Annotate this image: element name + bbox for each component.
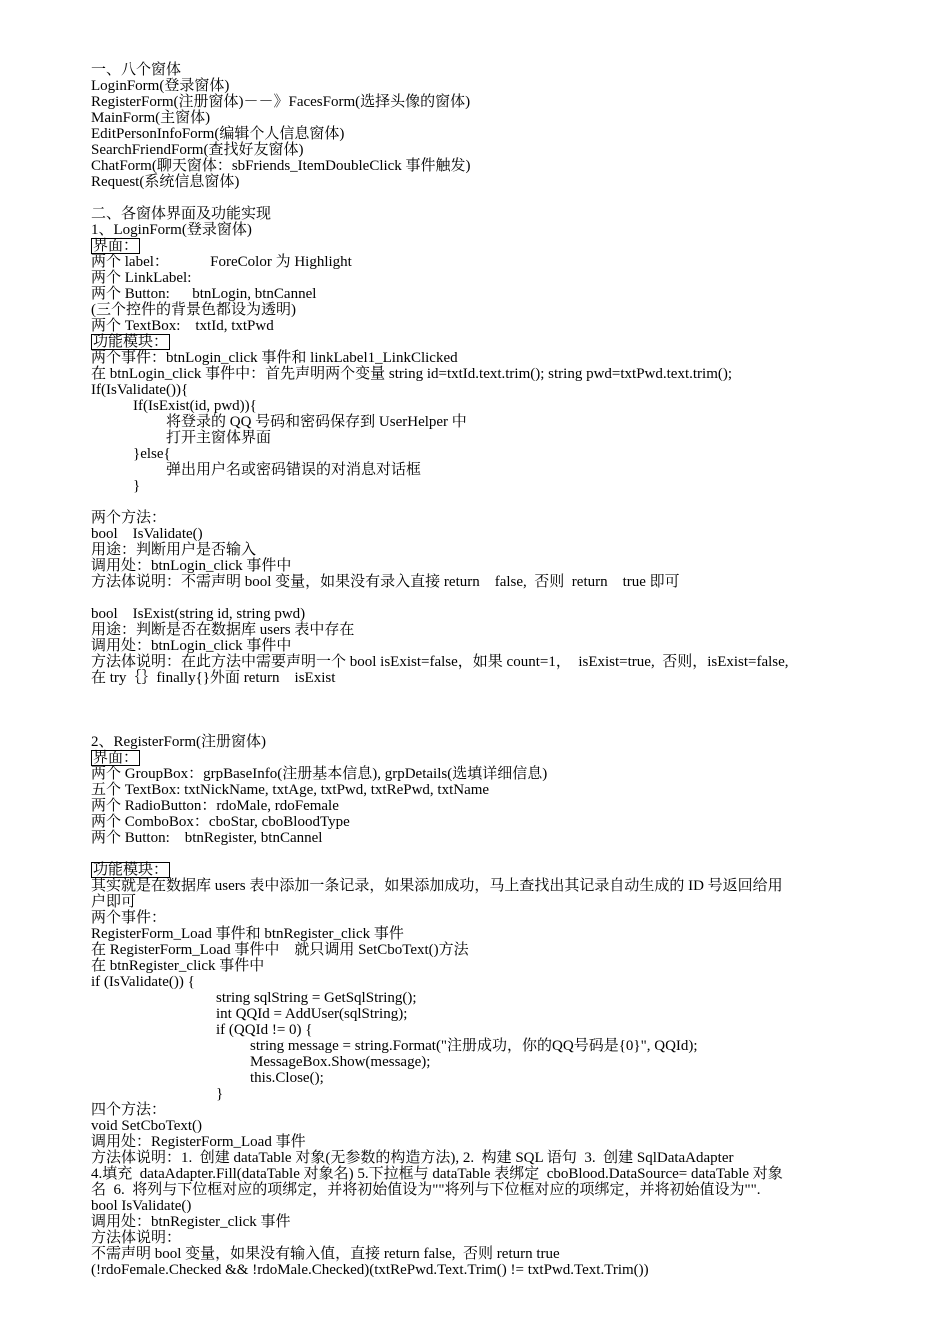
register-method-line: 四个方法： — [91, 1102, 167, 1118]
register-func-line: 其实就是在数据库 users 表中添加一条记录，如果添加成功，马上查找出其记录自动生成的 ID 号返回给用 — [91, 878, 783, 894]
form-list-item: LoginForm(登录窗体) — [91, 78, 230, 94]
method-line: 在 try｛｝finally{}外面 return isExist — [91, 670, 336, 686]
register-ui-line: 两个 ComboBox：cboStar, cboBloodType — [91, 814, 350, 830]
login-ui-line: 两个 Button: btnLogin, btnCannel — [91, 286, 317, 302]
register-func-line: 在 btnRegister_click 事件中 — [91, 958, 265, 974]
code-line: if (IsValidate()) { — [91, 974, 195, 990]
blank-line — [91, 494, 871, 510]
method-line: 用途：判断用户是否输入 — [91, 542, 257, 558]
register-ui-label: 界面： — [93, 750, 139, 766]
register-method-line: (!rdoFemale.Checked && !rdoMale.Checked)(txtRePwd.Text.Trim() != txtPwd.Text.Trim()) — [91, 1262, 649, 1278]
blank-line — [91, 590, 871, 606]
register-func-label: 功能模块： — [93, 862, 169, 878]
register-func-line: 户即可 — [91, 894, 137, 910]
register-heading: 2、RegisterForm(注册窗体) — [91, 734, 266, 750]
code-line: If(IsValidate()){ — [91, 382, 189, 398]
code-line: int QQId = AddUser(sqlString); — [216, 1006, 408, 1022]
method-line: 调用处：btnLogin_click 事件中 — [91, 558, 292, 574]
register-method-line: 不需声明 bool 变量，如果没有输入值，直接 return false, 否则 return true — [91, 1246, 560, 1262]
register-method-line: 方法体说明：1. 创建 dataTable 对象(无参数的构造方法), 2. 构建 SQL 语句 3. 创建 SqlDataAdapter — [91, 1150, 734, 1166]
method-line: 调用处：btnLogin_click 事件中 — [91, 638, 292, 654]
code-line: string sqlString = GetSqlString(); — [216, 990, 417, 1006]
code-line: } — [133, 478, 141, 494]
code-line: If(IsExist(id, pwd)){ — [133, 398, 257, 414]
blank-space — [91, 686, 871, 734]
code-line: 弹出用户名或密码错误的对消息对话框 — [166, 462, 422, 478]
register-method-line: 调用处：btnRegister_click 事件 — [91, 1214, 291, 1230]
form-list-item: ChatForm(聊天窗体：sbFriends_ItemDoubleClick 事件触发) — [91, 158, 471, 174]
form-list-item: EditPersonInfoForm(编辑个人信息窗体) — [91, 126, 345, 142]
section2-title: 二、各窗体界面及功能实现 — [91, 206, 272, 222]
method-line: bool IsExist(string id, string pwd) — [91, 606, 306, 622]
method-line: 方法体说明：不需声明 bool 变量，如果没有录入直接 return false, 否则 return true 即可 — [91, 574, 680, 590]
login-events: 两个事件：btnLogin_click 事件和 linkLabel1_LinkClicked — [91, 350, 458, 366]
register-ui-line: 两个 Button: btnRegister, btnCannel — [91, 830, 323, 846]
code-line: MessageBox.Show(message); — [250, 1054, 431, 1070]
method-line: 方法体说明：在此方法中需要声明一个 bool isExist=false，如果 count=1， isExist=true, 否则，isExist=false, — [91, 654, 789, 670]
code-line: string message = string.Format("注册成功，你的QQ号码是{0}", QQId); — [250, 1038, 698, 1054]
method-line: 用途：判断是否在数据库 users 表中存在 — [91, 622, 355, 638]
register-method-line: 方法体说明： — [91, 1230, 182, 1246]
form-list-item: Request(系统信息窗体) — [91, 174, 240, 190]
register-method-line: void SetCboText() — [91, 1118, 203, 1134]
login-ui-line: 两个 LinkLabel: — [91, 270, 192, 286]
register-method-line: 4.填充 dataAdapter.Fill(dataTable 对象名) 5.下拉框与 dataTable 表绑定 cboBlood.DataSource= dataTable 对象 — [91, 1166, 783, 1182]
login-event-desc: 在 btnLogin_click 事件中：首先声明两个变量 string id=txtId.text.trim(); string pwd=txtPwd.text.trim(); — [91, 366, 733, 382]
register-func-line: RegisterForm_Load 事件和 btnRegister_click 事件 — [91, 926, 404, 942]
document-page — [91, 62, 871, 1278]
login-methods-title: 两个方法： — [91, 510, 167, 526]
form-list-item: MainForm(主窗体) — [91, 110, 211, 126]
form-list-item: RegisterForm(注册窗体)－－》FacesForm(选择头像的窗体) — [91, 94, 471, 110]
register-method-line: 名 6. 将列与下位框对应的项绑定，并将初始值设为""将列与下位框对应的项绑定，并将初始值设为"". — [91, 1182, 761, 1198]
login-ui-label: 界面： — [93, 238, 139, 254]
login-ui-line: 两个 TextBox: txtId, txtPwd — [91, 318, 274, 334]
code-line: if (QQId != 0) { — [216, 1022, 313, 1038]
code-line: this.Close(); — [250, 1070, 324, 1086]
method-line: bool IsValidate() — [91, 526, 203, 542]
section1-title: 一、八个窗体 — [91, 62, 182, 78]
register-ui-line: 两个 GroupBox：grpBaseInfo(注册基本信息), grpDetails(选填详细信息) — [91, 766, 548, 782]
register-func-line: 两个事件： — [91, 910, 167, 926]
blank-line — [91, 190, 871, 206]
register-func-line: 在 RegisterForm_Load 事件中 就只调用 SetCboText()方法 — [91, 942, 469, 958]
form-list-item: SearchFriendForm(查找好友窗体) — [91, 142, 304, 158]
code-line: }else{ — [133, 446, 171, 462]
code-line: 打开主窗体界面 — [166, 430, 272, 446]
register-method-line: bool IsValidate() — [91, 1198, 192, 1214]
login-ui-line: (三个控件的背景色都设为透明) — [91, 302, 296, 318]
register-ui-line: 两个 RadioButton：rdoMale, rdoFemale — [91, 798, 339, 814]
register-ui-line: 五个 TextBox: txtNickName, txtAge, txtPwd, txtRePwd, txtName — [91, 782, 490, 798]
blank-line — [91, 846, 871, 862]
register-method-line: 调用处：RegisterForm_Load 事件 — [91, 1134, 306, 1150]
login-heading: 1、LoginForm(登录窗体) — [91, 222, 252, 238]
code-line: 将登录的 QQ 号码和密码保存到 UserHelper 中 — [166, 414, 467, 430]
login-func-label: 功能模块： — [93, 334, 169, 350]
code-line: } — [216, 1086, 224, 1102]
login-ui-line: 两个 label： ForeColor 为 Highlight — [91, 254, 352, 270]
